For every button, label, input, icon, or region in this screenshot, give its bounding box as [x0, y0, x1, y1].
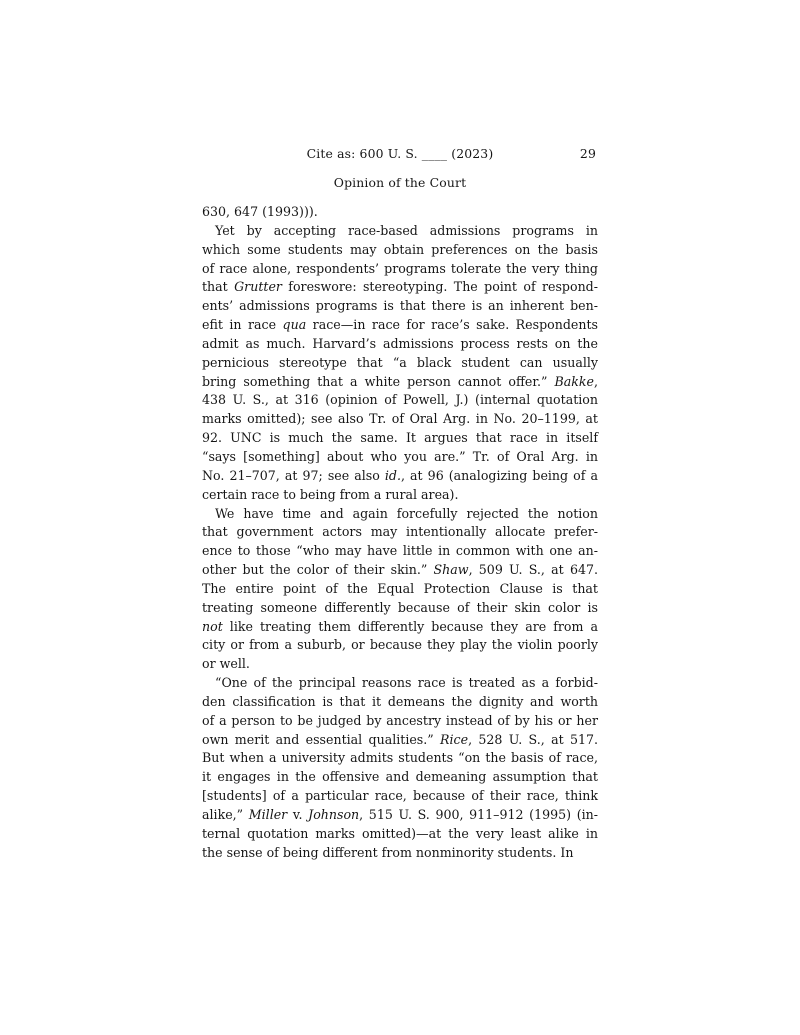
text-line: But when a university admits students “on the basis of race,	[202, 750, 598, 766]
text-line: of race alone, respondents’ programs tolerate the very thing	[202, 260, 598, 276]
section-title: Opinion of the Court	[333, 175, 467, 190]
text-line: We have time and again forcefully rejected the notion	[215, 505, 598, 521]
text-line: treating someone differently because of their skin color is	[202, 599, 598, 615]
text-line: 92. UNC is much the same. It argues that race in itself	[202, 430, 598, 446]
text-block	[202, 146, 598, 863]
text-line: Yet by accepting race-based admissions programs in	[215, 222, 598, 238]
text-line: pernicious stereotype that “a black student can usually	[202, 354, 598, 370]
text-line: that government actors may intentionally allocate prefer-	[202, 524, 598, 540]
text-line: “One of the principal reasons race is treated as a forbid-	[215, 675, 598, 691]
text-line: No. 21–707, at 97; see also id., at 96 (analogizing being of a	[202, 467, 598, 483]
text-line: bring something that a white person cannot offer.” Bakke,	[202, 373, 598, 389]
text-line: which some students may obtain preferences on the basis	[202, 241, 598, 257]
opinion-body	[202, 203, 598, 863]
page-number: 29	[579, 146, 596, 161]
text-line: “says [something] about who you are.” Tr. of Oral Arg. in	[202, 448, 598, 464]
text-line: the sense of being different from nonminority students. In	[202, 844, 574, 860]
text-line: not like treating them differently because they are from a	[202, 618, 598, 634]
text-line: The entire point of the Equal Protection Clause is that	[202, 580, 598, 596]
text-line: alike,” Miller v. Johnson, 515 U. S. 900, 911–912 (1995) (in-	[202, 807, 598, 822]
text-line: ence to those “who may have little in common with one an-	[202, 543, 598, 559]
text-line: marks omitted); see also Tr. of Oral Arg. in No. 20–1199, at	[202, 411, 598, 427]
text-line: of a person to be judged by ancestry instead of by his or her	[202, 712, 598, 728]
text-line: it engages in the offensive and demeaning assumption that	[202, 769, 598, 785]
running-head	[202, 146, 598, 162]
text-line: [students] of a particular race, because of their race, think	[202, 788, 598, 804]
text-line: 438 U. S., at 316 (opinion of Powell, J.) (internal quotation	[202, 392, 598, 408]
text-line: den classification is that it demeans the dignity and worth	[202, 693, 598, 709]
text-line: city or from a suburb, or because they play the violin poorly	[202, 637, 598, 653]
text-line: that Grutter foreswore: stereotyping. The point of respond-	[202, 279, 598, 295]
text-line: certain race to being from a rural area).	[202, 486, 459, 502]
text-line: admit as much. Harvard’s admissions process rests on the	[202, 335, 598, 351]
text-line: 630, 647 (1993))).	[202, 204, 318, 219]
text-line: ents’ admissions programs is that there is an inherent ben-	[202, 298, 598, 314]
text-line: own merit and essential qualities.” Rice, 528 U. S., at 517.	[202, 731, 598, 747]
text-line: ternal quotation marks omitted)—at the very least alike in	[202, 825, 598, 841]
text-line: efit in race qua race—in race for race’s sake. Respondents	[202, 317, 598, 333]
text-line: or well.	[202, 656, 250, 672]
text-line: other but the color of their skin.” Shaw, 509 U. S., at 647.	[202, 562, 598, 578]
citation: Cite as: 600 U. S. ____ (2023)	[306, 146, 494, 161]
